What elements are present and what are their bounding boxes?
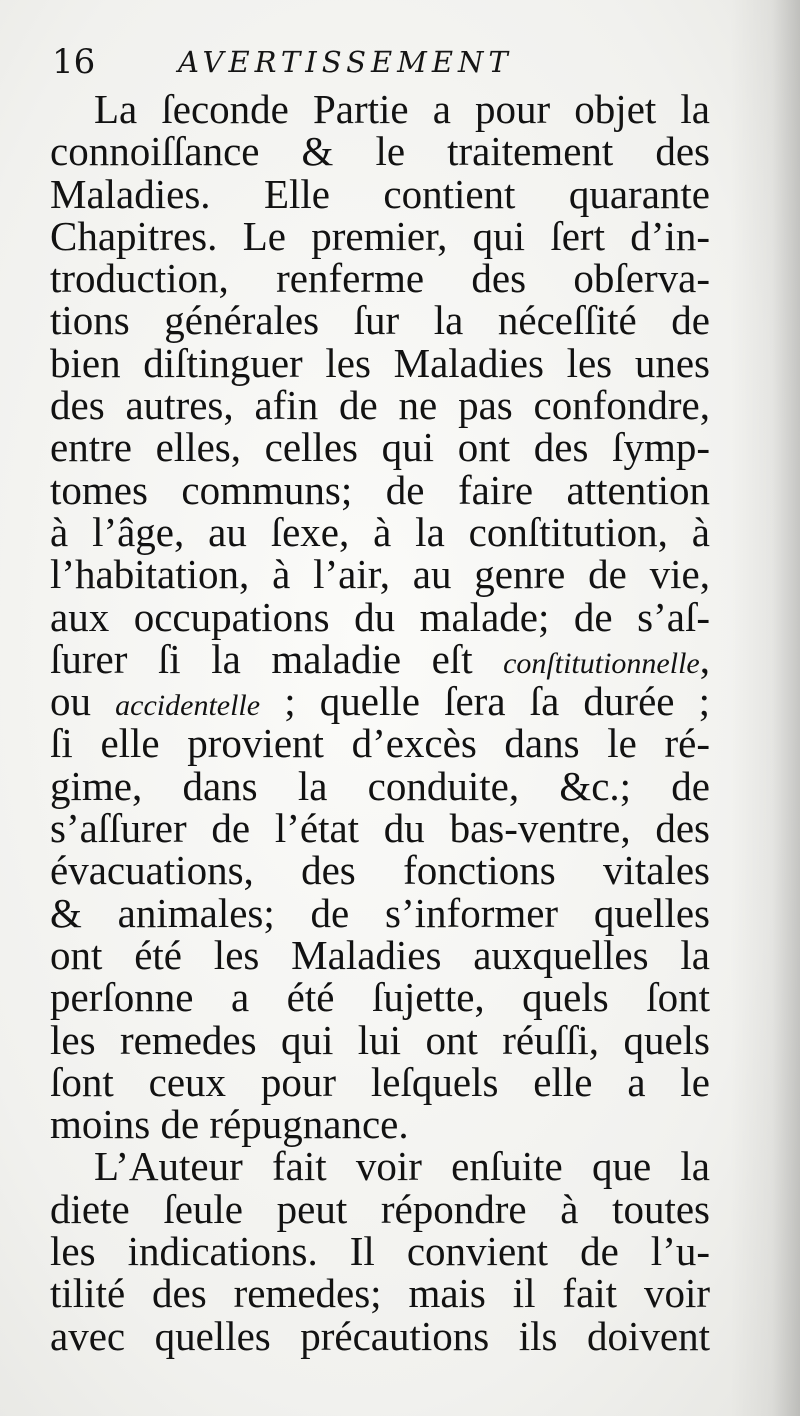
body-text	[50, 88, 710, 1357]
text-line: & animales; de s’informer quelles	[50, 889, 710, 936]
text-segment: ; quelle ſera ſa durée ;	[260, 678, 710, 725]
text-segment: ,	[699, 635, 710, 682]
text-line: diete ſeule peut répondre à toutes	[50, 1185, 710, 1232]
text-line: perſonne a été ſujette, quels ſont	[50, 974, 710, 1021]
text-line	[50, 635, 710, 682]
text-line: La ſeconde Partie a pour objet la	[94, 86, 710, 132]
text-segment: ſurer ſi la maladie eſt	[50, 635, 504, 682]
text-line: tomes communs; de faire attention	[50, 466, 710, 513]
running-head: AVERTISSEMENT	[178, 45, 513, 79]
text-line: l’habitation, à l’air, au genre de vie,	[50, 551, 710, 598]
text-line: ont été les Maladies auxquelles la	[50, 931, 710, 978]
text-line: tions générales ſur la néceſſité de	[50, 297, 710, 344]
text-line: bien diſtinguer les Maladies les unes	[50, 339, 710, 386]
page-header	[52, 40, 692, 84]
text-line: évacuations, des fonctions vitales	[50, 847, 710, 894]
text-line: les remedes qui lui ont réuſſi, quels	[50, 1016, 710, 1063]
text-line: connoiſſance & le traitement des	[50, 128, 710, 175]
text-line: tilité des remedes; mais il fait voir	[50, 1270, 710, 1317]
text-line: Chapitres. Le premier, qui ſert d’in-	[50, 212, 710, 259]
text-segment: ou	[50, 678, 116, 725]
text-line: moins de répugnance.	[50, 1101, 409, 1148]
text-line: avec quelles précautions ils doivent	[50, 1312, 710, 1359]
text-line: ſont ceux pour leſquels elle a le	[50, 1058, 710, 1105]
text-line: des autres, afin de ne pas confondre,	[50, 382, 710, 429]
page-gutter-shadow	[730, 0, 800, 1416]
text-line: aux occupations du malade; de s’aſ-	[50, 593, 710, 640]
text-line: les indications. Il convient de l’u-	[50, 1228, 710, 1275]
text-line: entre elles, celles qui ont des ſymp-	[50, 424, 710, 471]
text-line: troduction, renferme des obſerva-	[50, 255, 710, 302]
italic-term: conſtitutionnelle	[503, 646, 700, 680]
text-line: gime, dans la conduite, &c.; de	[50, 762, 710, 809]
text-line: à l’âge, au ſexe, à la conſtitution, à	[50, 508, 710, 555]
text-line: Maladies. Elle contient quarante	[50, 170, 710, 217]
text-line: L’Auteur fait voir enſuite que la	[94, 1143, 710, 1190]
text-line	[50, 678, 710, 725]
page-number: 16	[52, 42, 96, 82]
text-line: ſi elle provient d’excès dans le ré-	[50, 720, 710, 767]
text-line: s’aſſurer de l’état du bas-ventre, des	[50, 805, 710, 852]
italic-term: accidentelle	[115, 689, 261, 723]
